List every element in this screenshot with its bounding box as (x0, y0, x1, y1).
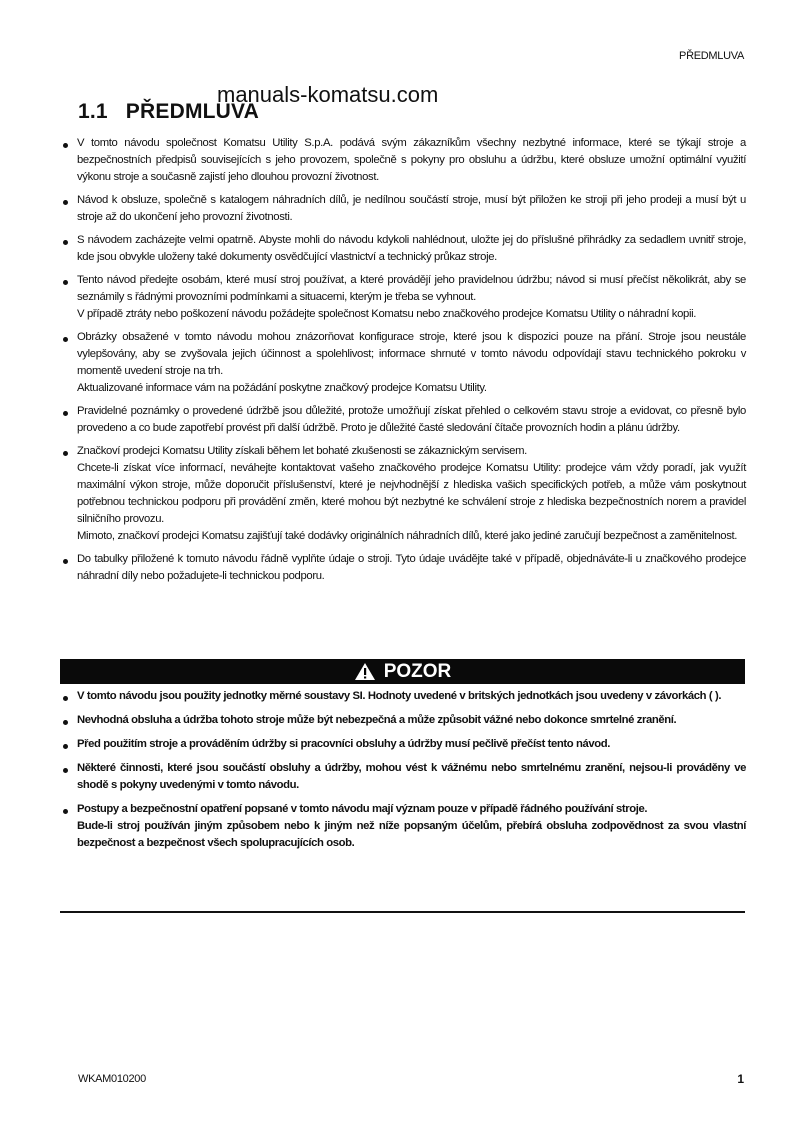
section-title-text: PŘEDMLUVA (125, 100, 260, 123)
list-item-paragraph: Některé činnosti, které jsou součástí obsluhy a údržby, mohou vést k vážnému nebo smrtelnému zranění, nejsou-li prováděny ve shodě s pokyny uvedenými v tomto návodu. (77, 762, 746, 791)
list-item (62, 736, 746, 753)
list-item (62, 443, 746, 545)
page-number: 1 (737, 1072, 744, 1086)
list-item-paragraph: Značkoví prodejci Komatsu Utility získali během let bohaté zkušenosti se zákaznickým servisem. (77, 445, 527, 457)
list-item-paragraph: V tomto návodu jsou použity jednotky měrné soustavy SI. Hodnoty uvedené v britských jednotkách jsou uvedeny v závorkách ( ). (77, 690, 722, 702)
list-item (62, 712, 746, 729)
warning-label: POZOR (383, 660, 452, 682)
list-item-paragraph: Do tabulky přiložené k tomuto návodu řádně vyplňte údaje o stroji. Tyto údaje uvádějte také v případě, objednáváte-li u značkového prodejce náhradní díly nebo požadujete-li technickou podporu. (77, 553, 746, 582)
list-item (62, 551, 746, 585)
list-item (62, 272, 746, 323)
warning-banner (60, 659, 745, 684)
warning-triangle-icon (354, 662, 376, 681)
watermark: manuals-komatsu.com (217, 82, 439, 107)
warning-list (62, 688, 746, 859)
list-item (62, 403, 746, 437)
list-item-paragraph: V tomto návodu společnost Komatsu Utility S.p.A. podává svým zákazníkům všechny nezbytné informace, které se týkají stroje a bezpečnostních předpisů souvisejících s jeho provozem, společně s pokyny pro obsluhu a údržbu, které obsluze umožní optimální využití výkonu stroje a současně zajistí jeho dlouhou provozní životnost. (77, 137, 746, 183)
list-item-paragraph: Pravidelné poznámky o provedené údržbě jsou důležité, protože umožňují získat přehled o celkovém stavu stroje a evidovat, co přesně bylo provedeno a co bude zapotřebí provést při další údržbě. Proto je důležité časté sledování čítače provozních hodin a plánu údržby. (77, 405, 746, 434)
section-title (78, 100, 259, 124)
list-item (62, 801, 746, 852)
running-header: PŘEDMLUVA (679, 50, 744, 62)
list-item-paragraph: Mimoto, značkoví prodejci Komatsu zajišťují také dodávky originálních náhradních dílů, které jako jediné zaručují bezpečnost a zaměnitelnost. (77, 530, 738, 542)
list-item-paragraph: V případě ztráty nebo poškození návodu požádejte společnost Komatsu nebo značkového prodejce Komatsu Utility o náhradní kopii. (77, 308, 697, 320)
list-item-paragraph: Postupy a bezpečnostní opatření popsané v tomto návodu mají význam pouze v případě řádného používání stroje. (77, 803, 648, 815)
list-item-paragraph: Bude-li stroj používán jiným způsobem nebo k jiným než níže popsaným účelům, přebírá obsluha zodpovědnost za svou vlastní bezpečnost a bezpečnost všech spolupracujících osob. (77, 820, 746, 849)
list-item (62, 760, 746, 794)
list-item (62, 232, 746, 266)
list-item-paragraph: Tento návod předejte osobám, které musí stroj používat, a které provádějí jeho pravidelnou údržbu; návod si musí přečíst několikrát, aby se seznámily s řádnými provozními podmínkami a situacemi, kterým je třeba se vyhnout. (77, 274, 746, 303)
section-number: 1.1 (78, 100, 108, 123)
preface-list (62, 135, 746, 591)
list-item-paragraph: Chcete-li získat více informací, neváhejte kontaktovat vašeho značkového prodejce Komatsu Utility: prodejce vám vždy poradí, jak využít maximální výkon stroje, může doporučit příslušenství, které je nejvhodnější z hlediska vašich specifických potřeb, a může vám poskytnout potřebnou technickou podporu při provádění změn, které mohou být nezbytné ke schválení stroje z hlediska bezpečnostních norem a pravidel silničního provozu. (77, 462, 746, 525)
list-item-paragraph: Aktualizované informace vám na požádání poskytne značkový prodejce Komatsu Utility. (77, 382, 487, 394)
list-item-paragraph: Nevhodná obsluha a údržba tohoto stroje může být nebezpečná a může způsobit vážné nebo dokonce smrtelné zranění. (77, 714, 677, 726)
list-item (62, 135, 746, 186)
list-item-paragraph: Návod k obsluze, společně s katalogem náhradních dílů, je nedílnou součástí stroje, musí být přiložen ke stroji při jeho prodeji a musí být u stroje až do ukončení jeho provozní životnosti. (77, 194, 746, 223)
list-item (62, 329, 746, 397)
list-item-paragraph: Obrázky obsažené v tomto návodu mohou znázorňovat konfigurace stroje, které jsou k dispozici pouze na přání. Stroje jsou neustále vylepšovány, aby se zvyšovala jejich účinnost a spolehlivost; informace shrnuté v tomto návodu odpovídají stavu technického pokroku v momentě uvedení stroje na trh. (77, 331, 746, 377)
document-code: WKAM010200 (78, 1073, 146, 1085)
list-item (62, 192, 746, 226)
list-item (62, 688, 746, 705)
list-item-paragraph: Před použitím stroje a prováděním údržby si pracovníci obsluhy a údržby musí pečlivě přečíst tento návod. (77, 738, 611, 750)
bottom-rule (60, 911, 745, 913)
list-item-paragraph: S návodem zacházejte velmi opatrně. Abyste mohli do návodu kdykoli nahlédnout, uložte jej do příslušné přihrádky za sedadlem uvnitř stroje, kde jsou obvykle uloženy také dokumenty osvědčující vlastnictví a technický průkaz stroje. (77, 234, 746, 263)
